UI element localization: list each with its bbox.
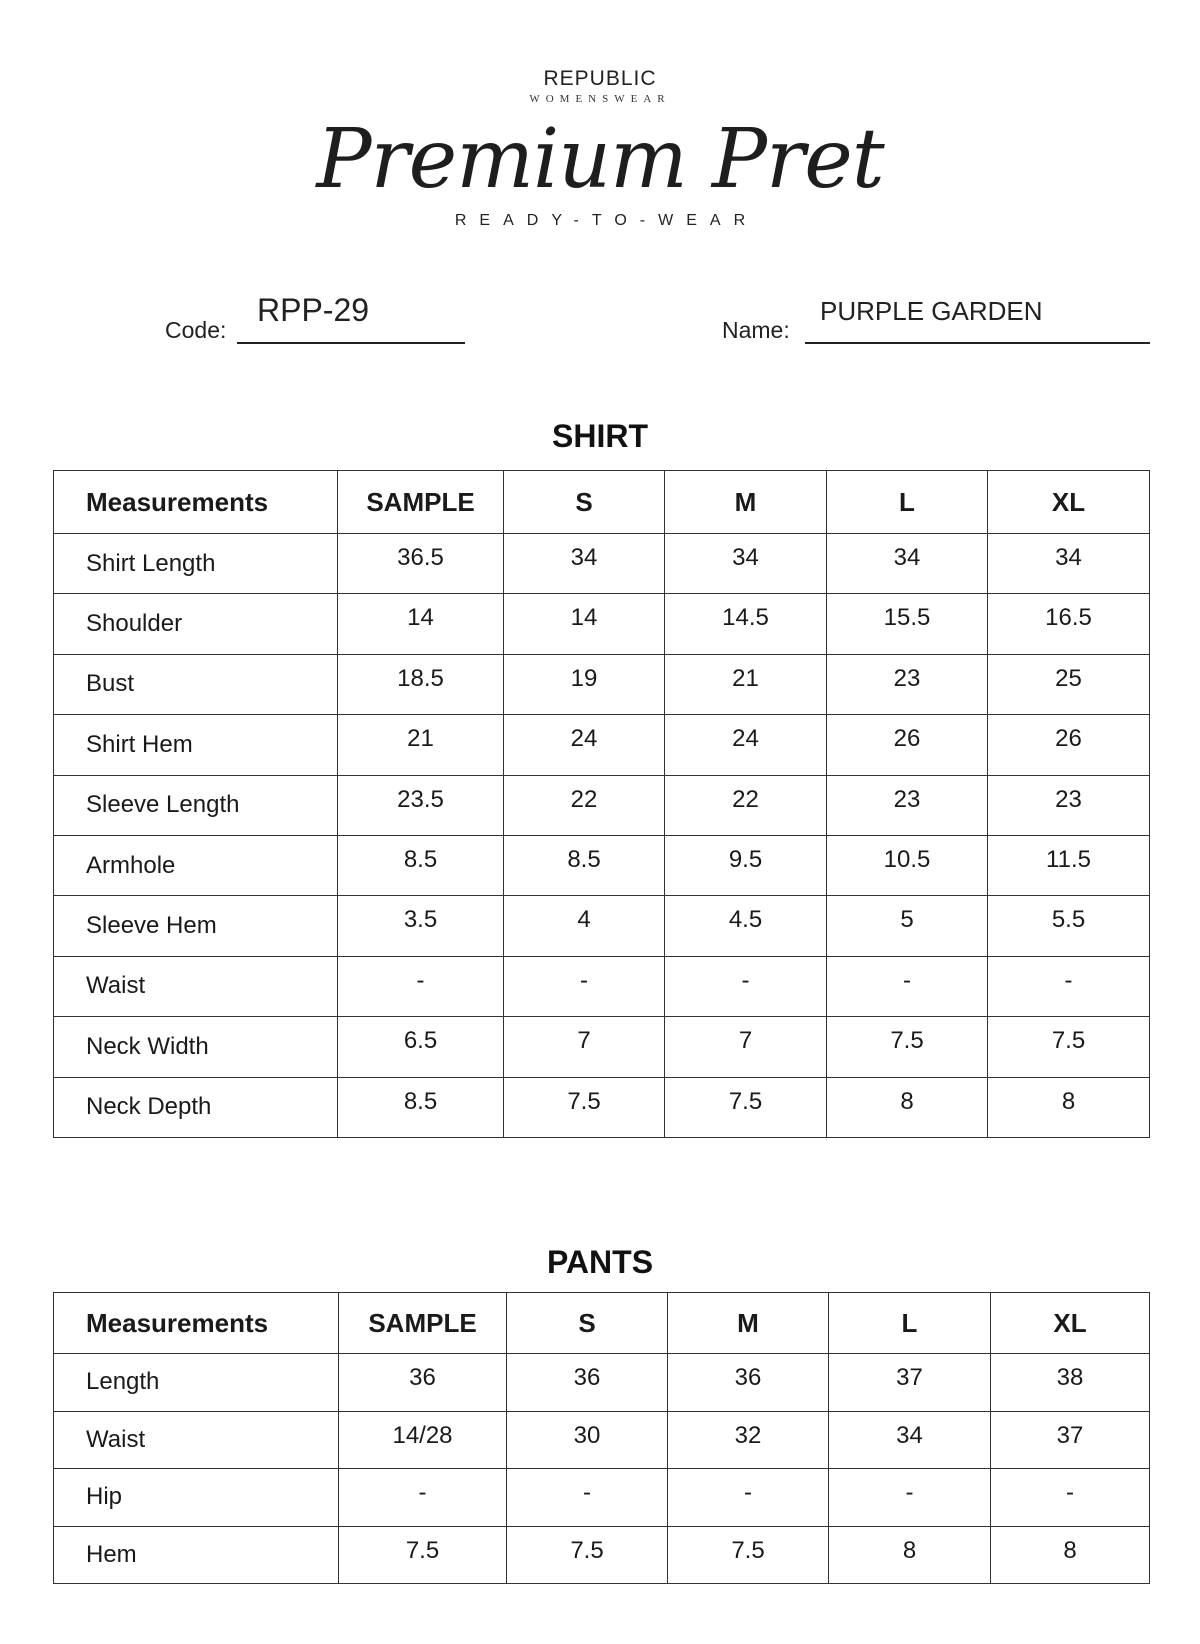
size-value: - <box>829 1469 991 1527</box>
table-row <box>54 835 1150 895</box>
code-value: RPP-29 <box>257 292 370 328</box>
size-value: 23.5 <box>338 775 504 835</box>
size-value: 8 <box>988 1077 1150 1137</box>
table-row <box>54 1354 1150 1412</box>
name-field <box>722 290 1150 344</box>
shirt-size-table <box>53 470 1150 1138</box>
size-value: 6.5 <box>338 1017 504 1077</box>
column-header: M <box>665 471 827 534</box>
size-value: 32 <box>668 1411 829 1469</box>
size-value: 7.5 <box>665 1077 827 1137</box>
size-value: 7 <box>504 1017 665 1077</box>
table-row <box>54 1017 1150 1077</box>
brand-tagline: READY-TO-WEAR <box>454 212 759 229</box>
size-value: 7.5 <box>988 1017 1150 1077</box>
size-value: - <box>338 956 504 1016</box>
table-row <box>54 1077 1150 1137</box>
measurement-label: Waist <box>54 956 338 1016</box>
size-value: 36 <box>507 1354 668 1412</box>
size-value: 34 <box>827 534 988 594</box>
size-value: - <box>339 1469 507 1527</box>
table-row <box>54 534 1150 594</box>
shirt-header-row <box>54 471 1150 534</box>
size-value: 26 <box>988 715 1150 775</box>
size-value: - <box>507 1469 668 1527</box>
size-value: 23 <box>988 775 1150 835</box>
size-value: 8.5 <box>338 1077 504 1137</box>
size-value: 34 <box>665 534 827 594</box>
table-row <box>54 594 1150 654</box>
size-value: 37 <box>991 1411 1150 1469</box>
name-label: Name: <box>722 317 790 343</box>
brand-header <box>0 68 1200 230</box>
size-value: 14 <box>504 594 665 654</box>
measurement-label: Shoulder <box>54 594 338 654</box>
size-value: 24 <box>665 715 827 775</box>
size-value: - <box>988 956 1150 1016</box>
size-value: 18.5 <box>338 654 504 714</box>
size-value: 36 <box>339 1354 507 1412</box>
measurement-label: Hem <box>54 1526 339 1584</box>
measurement-label: Bust <box>54 654 338 714</box>
pants-section-title: PANTS <box>546 1244 654 1280</box>
size-value: 34 <box>504 534 665 594</box>
size-value: 37 <box>829 1354 991 1412</box>
size-value: 7.5 <box>507 1526 668 1584</box>
measurement-label: Neck Width <box>54 1017 338 1077</box>
column-header: XL <box>988 471 1150 534</box>
table-row <box>54 715 1150 775</box>
table-row <box>54 775 1150 835</box>
size-value: - <box>827 956 988 1016</box>
size-value: 26 <box>827 715 988 775</box>
table-row <box>54 896 1150 956</box>
size-value: 8 <box>827 1077 988 1137</box>
size-value: 14/28 <box>339 1411 507 1469</box>
brand-name: REPUBLIC <box>543 67 657 90</box>
column-header: SAMPLE <box>339 1293 507 1354</box>
size-value: 7.5 <box>827 1017 988 1077</box>
size-value: 38 <box>991 1354 1150 1412</box>
column-header: XL <box>991 1293 1150 1354</box>
size-value: - <box>665 956 827 1016</box>
size-value: 10.5 <box>827 835 988 895</box>
size-value: 25 <box>988 654 1150 714</box>
size-value: 34 <box>988 534 1150 594</box>
size-value: 4.5 <box>665 896 827 956</box>
table-row <box>54 654 1150 714</box>
size-value: 8 <box>829 1526 991 1584</box>
brand-logo: Premium Pret <box>316 112 884 207</box>
size-value: 21 <box>338 715 504 775</box>
size-value: 22 <box>665 775 827 835</box>
measurement-label: Shirt Hem <box>54 715 338 775</box>
measurement-label: Sleeve Hem <box>54 896 338 956</box>
size-value: 34 <box>829 1411 991 1469</box>
size-value: 9.5 <box>665 835 827 895</box>
size-value: 8 <box>991 1526 1150 1584</box>
shirt-section-title: SHIRT <box>552 418 648 454</box>
measurement-label: Sleeve Length <box>54 775 338 835</box>
size-value: 11.5 <box>988 835 1150 895</box>
size-value: - <box>668 1469 829 1527</box>
name-underline <box>805 342 1150 344</box>
size-value: 23 <box>827 654 988 714</box>
size-value: 7.5 <box>339 1526 507 1584</box>
size-value: 8.5 <box>504 835 665 895</box>
size-value: 23 <box>827 775 988 835</box>
table-row <box>54 1469 1150 1527</box>
code-label: Code: <box>165 317 227 343</box>
name-value: PURPLE GARDEN <box>820 296 1043 326</box>
column-header: S <box>507 1293 668 1354</box>
size-value: 36.5 <box>338 534 504 594</box>
table-row <box>54 1526 1150 1584</box>
column-header: Measurements <box>54 471 338 534</box>
pants-header-row <box>54 1293 1150 1354</box>
size-value: 7.5 <box>668 1526 829 1584</box>
size-value: 8.5 <box>338 835 504 895</box>
measurement-label: Hip <box>54 1469 339 1527</box>
measurement-label: Armhole <box>54 835 338 895</box>
column-header: SAMPLE <box>338 471 504 534</box>
size-value: 5 <box>827 896 988 956</box>
measurement-label: Length <box>54 1354 339 1412</box>
size-value: 19 <box>504 654 665 714</box>
size-value: 4 <box>504 896 665 956</box>
table-row <box>54 956 1150 1016</box>
size-value: 24 <box>504 715 665 775</box>
size-value: 16.5 <box>988 594 1150 654</box>
pants-size-table <box>53 1292 1150 1584</box>
size-value: 14 <box>338 594 504 654</box>
measurement-label: Shirt Length <box>54 534 338 594</box>
size-value: 7.5 <box>504 1077 665 1137</box>
column-header: M <box>668 1293 829 1354</box>
size-value: - <box>504 956 665 1016</box>
size-value: 22 <box>504 775 665 835</box>
size-value: 3.5 <box>338 896 504 956</box>
table-row <box>54 1411 1150 1469</box>
measurement-label: Neck Depth <box>54 1077 338 1137</box>
code-field <box>165 290 465 344</box>
size-value: - <box>991 1469 1150 1527</box>
size-value: 21 <box>665 654 827 714</box>
size-value: 36 <box>668 1354 829 1412</box>
measurement-label: Waist <box>54 1411 339 1469</box>
code-underline <box>237 342 465 344</box>
column-header: L <box>827 471 988 534</box>
brand-subtitle: WOMENSWEAR <box>529 93 671 105</box>
column-header: Measurements <box>54 1293 339 1354</box>
size-value: 7 <box>665 1017 827 1077</box>
column-header: L <box>829 1293 991 1354</box>
size-value: 14.5 <box>665 594 827 654</box>
size-value: 5.5 <box>988 896 1150 956</box>
size-value: 30 <box>507 1411 668 1469</box>
size-value: 15.5 <box>827 594 988 654</box>
column-header: S <box>504 471 665 534</box>
